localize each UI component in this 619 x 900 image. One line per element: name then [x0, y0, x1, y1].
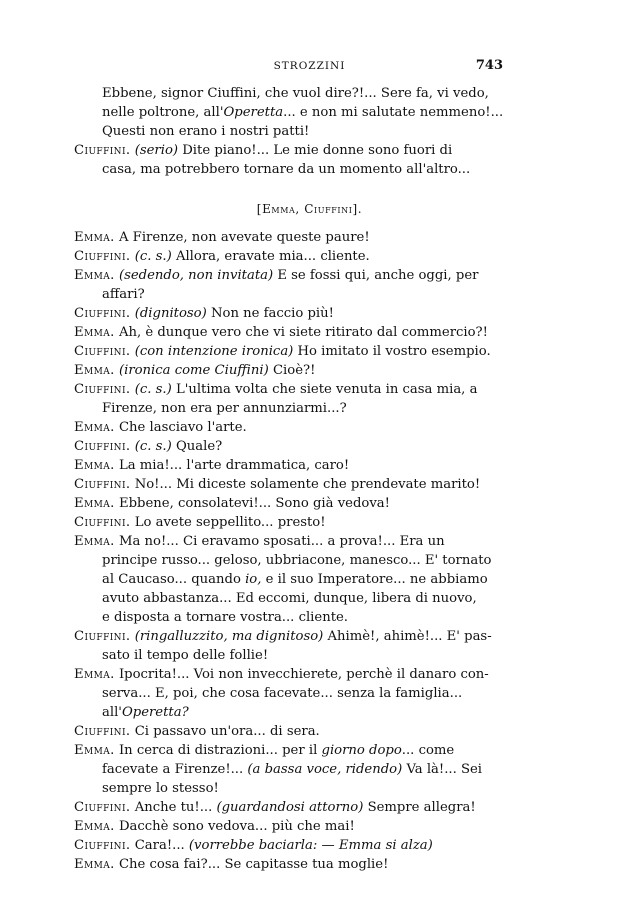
- dialogue-line: [74, 856, 388, 874]
- scene-heading: [Emma, Ciuffini].: [256, 202, 363, 216]
- line-text: Va là!... Sei: [406, 762, 483, 777]
- line-text: sempre lo stesso!: [102, 781, 219, 796]
- text-line: [102, 571, 488, 589]
- speaker-name: Emma.: [74, 819, 115, 834]
- line-text: Ah, è dunque vero che vi siete ritirato dal commercio?!: [118, 325, 488, 340]
- line-text: Ho imitato il vostro esempio.: [297, 344, 491, 359]
- stage-direction: (c. s.): [134, 439, 172, 454]
- dialogue-line: [74, 362, 315, 380]
- dialogue-line: [74, 666, 489, 684]
- line-text: avuto abbastanza... Ed eccomi, dunque, libera di nuovo,: [102, 591, 477, 606]
- dialogue-line: [74, 723, 320, 741]
- text-line: [102, 780, 219, 798]
- speaker-name: Ciuffini.: [74, 724, 131, 739]
- dialogue-line: [74, 438, 222, 456]
- line-text: Cara!...: [134, 838, 185, 853]
- line-text: Anche tu!...: [134, 800, 213, 815]
- text-line: [102, 704, 189, 722]
- speaker-name: Emma.: [74, 496, 115, 511]
- line-text: Ebbene, signor Ciuffini, che vuol dire?!... Sere fa, vi vedo,: [102, 86, 489, 101]
- text-line: [102, 104, 503, 122]
- line-text: giorno dopo: [321, 743, 402, 758]
- dialogue-line: [74, 837, 433, 855]
- stage-direction: (c. s.): [134, 249, 172, 264]
- text-line: [102, 552, 491, 570]
- dialogue-line: [74, 742, 454, 760]
- running-title: STROZZINI: [273, 60, 346, 72]
- stage-direction: (vorrebbe baciarla: — Emma si alza): [188, 838, 433, 853]
- dialogue-line: [74, 229, 370, 247]
- text-line: [102, 400, 347, 418]
- speaker-name: Emma.: [74, 268, 115, 283]
- stage-direction: (con intenzione ironica): [134, 344, 294, 359]
- line-text: In cerca di distrazioni... per il: [118, 743, 318, 758]
- line-text: serva... E, poi, che cosa facevate... senza la famiglia...: [102, 686, 463, 701]
- text-line: [102, 647, 268, 665]
- speaker-name: Ciuffini.: [74, 477, 131, 492]
- stage-direction: (guardandosi attorno): [216, 800, 364, 815]
- text-line: [102, 685, 462, 703]
- dialogue-line: [74, 628, 492, 646]
- line-text: al Caucaso... quando: [102, 572, 241, 587]
- speaker-name: Emma.: [74, 363, 115, 378]
- line-text: Firenze, non era per annunziarmi...?: [102, 401, 347, 416]
- stage-direction: (dignitoso): [134, 306, 207, 321]
- line-text: facevate a Firenze!...: [102, 762, 244, 777]
- speaker-name: Emma.: [74, 458, 115, 473]
- line-text: e disposta a tornare vostra... cliente.: [102, 610, 348, 625]
- speaker-name: Ciuffini.: [74, 800, 131, 815]
- line-text: nelle poltrone, all': [102, 105, 224, 120]
- stage-direction: (ringalluzzito, ma dignitoso): [134, 629, 324, 644]
- line-text: Questi non erano i nostri patti!: [102, 124, 310, 139]
- line-text: Ci passavo un'ora... di sera.: [134, 724, 320, 739]
- speaker-name: Ciuffini.: [74, 515, 131, 530]
- speaker-name: Ciuffini.: [74, 838, 131, 853]
- line-text: io,: [245, 572, 262, 587]
- line-text: No!... Mi diceste solamente che prendevate marito!: [134, 477, 481, 492]
- line-text: Quale?: [175, 439, 223, 454]
- stage-direction: (ironica come Ciuffini): [118, 363, 269, 378]
- text-line: [102, 590, 477, 608]
- line-text: e il suo Imperatore... ne abbiamo: [265, 572, 488, 587]
- line-text: Operetta?: [121, 705, 189, 720]
- speaker-name: Emma.: [74, 857, 115, 872]
- dialogue-line: [74, 476, 480, 494]
- page-number: 743: [475, 58, 503, 73]
- speaker-name: Emma.: [74, 743, 115, 758]
- speaker-name: Ciuffini.: [74, 344, 131, 359]
- line-text: Che cosa fai?... Se capitasse tua moglie!: [118, 857, 389, 872]
- dialogue-line: [74, 324, 488, 342]
- line-text: Non ne faccio più!: [210, 306, 334, 321]
- speaker-name: Ciuffini.: [74, 439, 131, 454]
- speaker-name: Ciuffini.: [74, 306, 131, 321]
- dialogue-line: [74, 305, 334, 323]
- line-text: Dite piano!... Le mie donne sono fuori di: [182, 143, 453, 158]
- speaker-name: Emma.: [74, 230, 115, 245]
- text-line: [102, 761, 482, 779]
- dialogue-line: [74, 799, 476, 817]
- speaker-name: Ciuffini.: [74, 629, 131, 644]
- stage-direction: (c. s.): [134, 382, 172, 397]
- line-text: La mia!... l'arte drammatica, caro!: [118, 458, 350, 473]
- dialogue-line: [74, 381, 477, 399]
- dialogue-line: [74, 343, 491, 361]
- speaker-name: Emma.: [74, 420, 115, 435]
- dialogue-line: [74, 267, 478, 285]
- line-text: principe russo... geloso, ubbriacone, manesco... E' tornato: [102, 553, 492, 568]
- line-text: Allora, eravate mia... cliente.: [175, 249, 370, 264]
- stage-direction: (sedendo, non invitata): [118, 268, 274, 283]
- text-line: [102, 161, 470, 179]
- text-line: [102, 609, 348, 627]
- line-text: Operetta: [223, 105, 284, 120]
- line-text: E se fossi qui, anche oggi, per: [277, 268, 479, 283]
- dialogue-line: [74, 818, 355, 836]
- speaker-name: Ciuffini.: [74, 382, 131, 397]
- stage-direction: (a bassa voce, ridendo): [247, 762, 403, 777]
- dialogue-line: [74, 533, 445, 551]
- line-text: Ahimè!, ahimè!... E' pas-: [327, 629, 492, 644]
- dialogue-line: [74, 142, 452, 160]
- line-text: casa, ma potrebbero tornare da un momento all'altro...: [102, 162, 471, 177]
- speaker-name: Emma.: [74, 325, 115, 340]
- line-text: Che lasciavo l'arte.: [118, 420, 247, 435]
- dialogue-line: [74, 495, 390, 513]
- line-text: ... e non mi salutate nemmeno!...: [283, 105, 504, 120]
- speaker-name: Emma.: [74, 667, 115, 682]
- text-line: [102, 286, 145, 304]
- dialogue-line: [74, 514, 326, 532]
- dialogue-line: [74, 419, 247, 437]
- speaker-name: Ciuffini.: [74, 249, 131, 264]
- page-header: [0, 58, 619, 76]
- speaker-name: Ciuffini.: [74, 143, 131, 158]
- text-line: [102, 85, 489, 103]
- dialogue-line: [74, 457, 349, 475]
- line-text: Sempre allegra!: [367, 800, 476, 815]
- line-text: A Firenze, non avevate queste paure!: [118, 230, 370, 245]
- stage-direction: (serio): [134, 143, 179, 158]
- line-text: L'ultima volta che siete venuta in casa mia, a: [175, 382, 478, 397]
- line-text: Ebbene, consolatevi!... Sono già vedova!: [118, 496, 390, 511]
- line-text: Cioè?!: [272, 363, 316, 378]
- speaker-name: Emma.: [74, 534, 115, 549]
- line-text: affari?: [102, 287, 145, 302]
- line-text: all': [102, 705, 122, 720]
- text-line: [102, 123, 309, 141]
- dialogue-line: [74, 248, 370, 266]
- line-text: Lo avete seppellito... presto!: [134, 515, 326, 530]
- line-text: Ma no!... Ci eravamo sposati... a prova!... Era un: [118, 534, 445, 549]
- line-text: Dacchè sono vedova... più che mai!: [118, 819, 355, 834]
- line-text: sato il tempo delle follie!: [102, 648, 269, 663]
- line-text: Ipocrita!... Voi non invecchierete, perchè il danaro con-: [118, 667, 489, 682]
- line-text: ... come: [401, 743, 455, 758]
